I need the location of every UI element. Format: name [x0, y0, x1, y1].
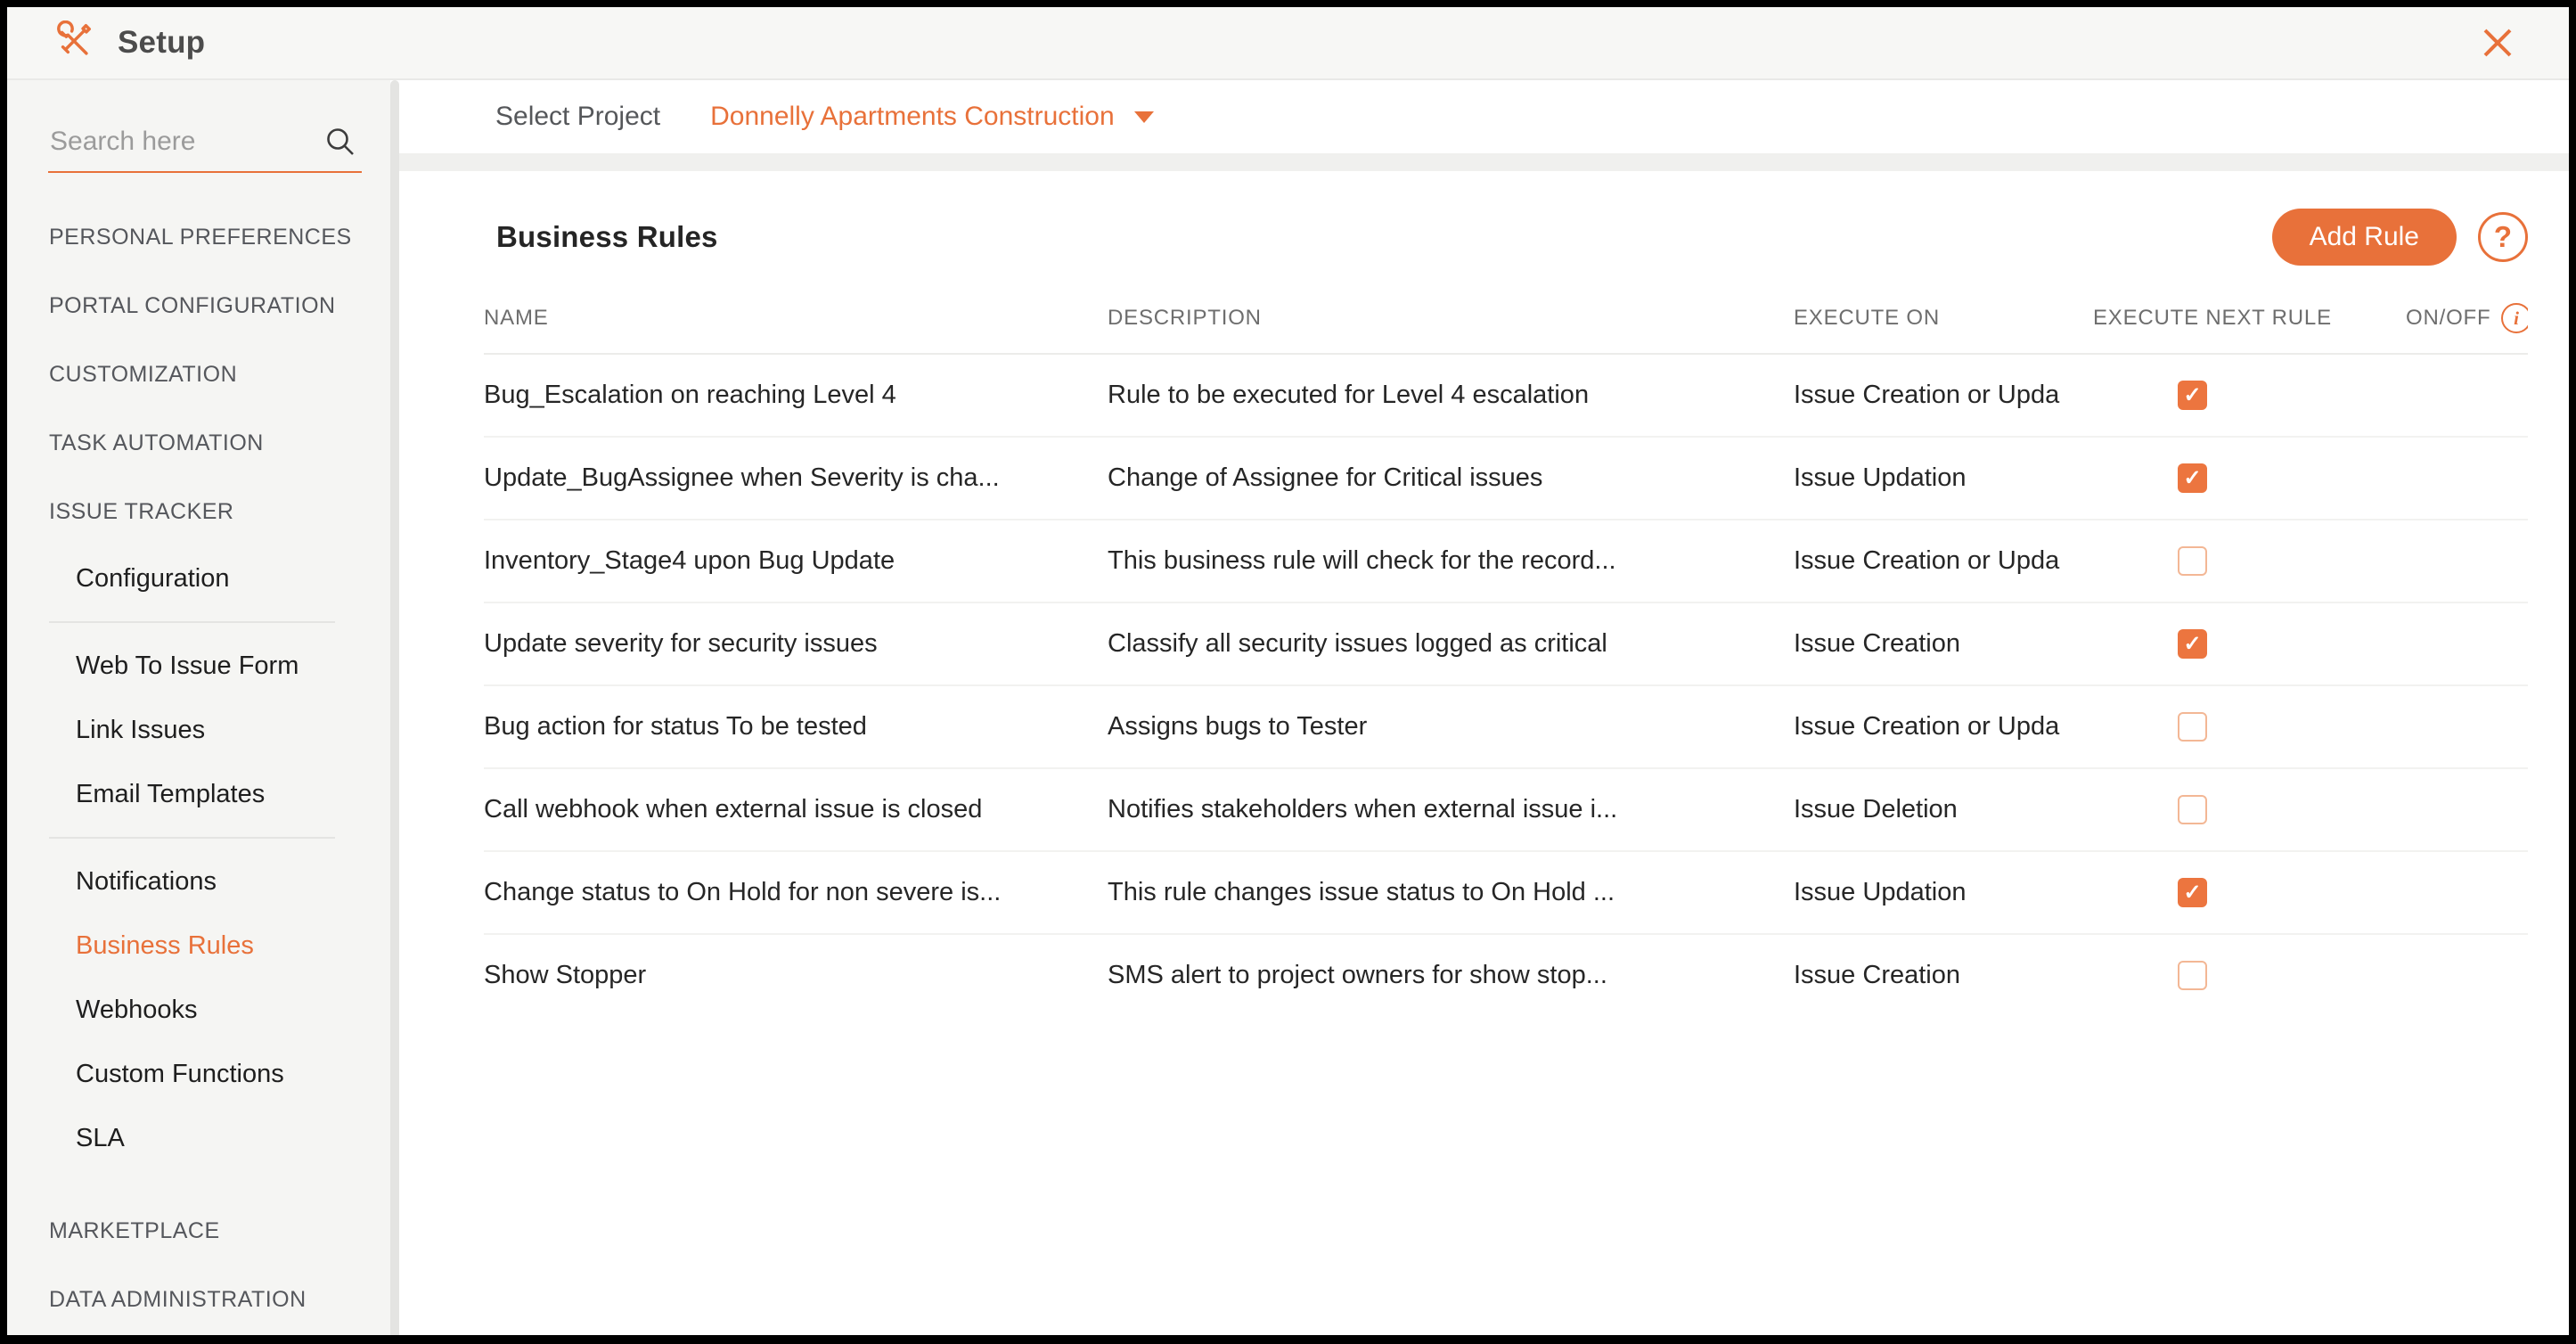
rule-name[interactable]: Call webhook when external issue is closed	[484, 795, 983, 824]
sidebar-divider	[49, 837, 335, 839]
execute-next-rule-checkbox[interactable]	[2178, 546, 2207, 576]
rule-row	[484, 935, 2528, 1016]
section-divider-band	[399, 153, 2569, 171]
toggle-knob	[2445, 466, 2467, 488]
rule-row	[484, 769, 2528, 852]
column-header-execute-on: EXECUTE ON	[1794, 306, 1941, 330]
rule-execute-on: Issue Updation	[1794, 463, 1967, 492]
sidebar-scrollbar[interactable]	[390, 80, 399, 1335]
toggle-knob	[2417, 881, 2440, 903]
rule-name[interactable]: Update_BugAssignee when Severity is cha...	[484, 463, 1000, 492]
rule-execute-on: Issue Creation or Upda	[1794, 712, 2060, 741]
content-header	[496, 209, 2528, 266]
sidebar-item-web-to-issue-form[interactable]: Web To Issue Form	[76, 651, 299, 680]
toggle-knob	[2417, 632, 2440, 654]
rule-name[interactable]: Show Stopper	[484, 961, 647, 989]
on-off-cell	[2406, 381, 2528, 410]
rule-row	[484, 852, 2528, 935]
rule-name[interactable]: Inventory_Stage4 upon Bug Update	[484, 546, 895, 575]
sidebar-item-business-rules[interactable]: Business Rules	[76, 930, 254, 960]
rule-execute-on: Issue Creation	[1794, 629, 1960, 658]
project-dropdown-value: Donnelly Apartments Construction	[710, 102, 1115, 131]
sidebar-search	[48, 116, 362, 173]
rule-description: Assigns bugs to Tester	[1108, 712, 1368, 741]
search-input[interactable]	[48, 116, 362, 173]
rule-row	[484, 686, 2528, 769]
sidebar-menu	[7, 178, 390, 1335]
check-icon: ✓	[2183, 382, 2202, 407]
rule-execute-on: Issue Creation or Upda	[1794, 381, 2060, 409]
sidebar-section-issue-tracker[interactable]: ISSUE TRACKER	[49, 499, 234, 524]
add-rule-button[interactable]: Add Rule	[2272, 209, 2457, 266]
rule-execute-on: Issue Creation	[1794, 961, 1960, 989]
column-header-execute-next-rule: EXECUTE NEXT RULE	[2093, 306, 2332, 330]
on-off-cell	[2406, 878, 2528, 907]
main-area	[399, 80, 2569, 1335]
rule-row	[484, 520, 2528, 603]
toggle-knob	[2417, 549, 2440, 571]
on-off-cell	[2406, 463, 2528, 493]
on-off-cell	[2406, 961, 2528, 990]
sidebar-section-data-administration[interactable]: DATA ADMINISTRATION	[49, 1287, 307, 1312]
rule-description: Rule to be executed for Level 4 escalation	[1108, 381, 1590, 409]
rule-description: This rule changes issue status to On Hold ...	[1108, 878, 1615, 906]
on-off-cell	[2406, 546, 2528, 576]
tools-icon	[53, 20, 94, 66]
execute-next-rule-checkbox[interactable]	[2178, 629, 2207, 659]
close-icon[interactable]	[2476, 21, 2519, 64]
project-bar	[399, 80, 2569, 153]
execute-next-rule-checkbox[interactable]	[2178, 878, 2207, 907]
execute-next-rule-checkbox[interactable]	[2178, 381, 2207, 410]
sidebar-item-webhooks[interactable]: Webhooks	[76, 995, 198, 1024]
execute-next-rule-cell	[2093, 546, 2406, 576]
setup-sidebar	[7, 80, 390, 1335]
topbar	[7, 7, 2569, 80]
check-icon: ✓	[2183, 631, 2202, 656]
column-header-description: DESCRIPTION	[1108, 306, 1262, 330]
search-icon	[323, 125, 358, 165]
sidebar-item-link-issues[interactable]: Link Issues	[76, 715, 206, 744]
toggle-knob	[2417, 798, 2440, 820]
sidebar-section-personal-preferences[interactable]: PERSONAL PREFERENCES	[49, 225, 352, 250]
execute-next-rule-checkbox[interactable]	[2178, 712, 2207, 742]
column-header-name: NAME	[484, 306, 549, 330]
rule-row	[484, 438, 2528, 520]
rule-execute-on: Issue Updation	[1794, 878, 1967, 906]
sidebar-item-custom-functions[interactable]: Custom Functions	[76, 1059, 284, 1088]
execute-next-rule-cell	[2093, 712, 2406, 742]
rules-table-header	[484, 283, 2528, 355]
toggle-knob	[2417, 963, 2440, 986]
rule-execute-on: Issue Deletion	[1794, 795, 1958, 824]
select-project-label: Select Project	[495, 102, 661, 131]
info-icon[interactable]: i	[2501, 303, 2528, 333]
on-off-cell	[2406, 629, 2528, 659]
sidebar-item-email-templates[interactable]: Email Templates	[76, 779, 266, 808]
on-off-cell	[2406, 712, 2528, 742]
sidebar-section-portal-configuration[interactable]: PORTAL CONFIGURATION	[49, 293, 336, 318]
execute-next-rule-cell	[2093, 878, 2406, 907]
sidebar-section-task-automation[interactable]: TASK AUTOMATION	[49, 430, 264, 455]
execute-next-rule-cell	[2093, 629, 2406, 659]
business-rules-panel	[399, 171, 2569, 1335]
sidebar-divider	[49, 621, 335, 623]
execute-next-rule-cell	[2093, 463, 2406, 493]
rule-execute-on: Issue Creation or Upda	[1794, 546, 2060, 575]
sidebar-section-marketplace[interactable]: MARKETPLACE	[49, 1218, 220, 1243]
rule-name[interactable]: Bug_Escalation on reaching Level 4	[484, 381, 896, 409]
toggle-knob	[2417, 383, 2440, 406]
sidebar-item-sla[interactable]: SLA	[76, 1123, 125, 1152]
rule-name[interactable]: Change status to On Hold for non severe is...	[484, 878, 1002, 906]
rule-description: This business rule will check for the record...	[1108, 546, 1616, 575]
help-icon[interactable]: ?	[2478, 212, 2528, 262]
rule-description: Change of Assignee for Critical issues	[1108, 463, 1543, 492]
on-off-cell	[2406, 795, 2528, 824]
execute-next-rule-checkbox[interactable]	[2178, 463, 2207, 493]
column-header-on-off: ON/OFF i	[2406, 303, 2528, 333]
rule-description: Notifies stakeholders when external issue i...	[1108, 795, 1618, 824]
check-icon: ✓	[2183, 880, 2202, 905]
rule-description: SMS alert to project owners for show stop...	[1108, 961, 1607, 989]
execute-next-rule-cell	[2093, 381, 2406, 410]
chevron-down-icon	[1134, 111, 1154, 123]
execute-next-rule-checkbox[interactable]	[2178, 795, 2207, 824]
page-title-setup: Setup	[118, 25, 206, 60]
execute-next-rule-cell	[2093, 795, 2406, 824]
business-rules-title: Business Rules	[496, 220, 718, 253]
rules-table-body	[484, 355, 2528, 1016]
rule-row	[484, 603, 2528, 686]
execute-next-rule-cell	[2093, 961, 2406, 990]
toggle-knob	[2445, 715, 2467, 737]
rule-description: Classify all security issues logged as critical	[1108, 629, 1607, 658]
sidebar-section-customization[interactable]: CUSTOMIZATION	[49, 362, 238, 387]
rule-name[interactable]: Update severity for security issues	[484, 629, 878, 658]
sidebar-item-notifications[interactable]: Notifications	[76, 866, 217, 896]
project-dropdown[interactable]	[710, 102, 1154, 132]
sidebar-item-configuration[interactable]: Configuration	[76, 563, 230, 593]
execute-next-rule-checkbox[interactable]	[2178, 961, 2207, 990]
check-icon: ✓	[2183, 465, 2202, 490]
rule-row	[484, 355, 2528, 438]
rule-name[interactable]: Bug action for status To be tested	[484, 712, 867, 741]
